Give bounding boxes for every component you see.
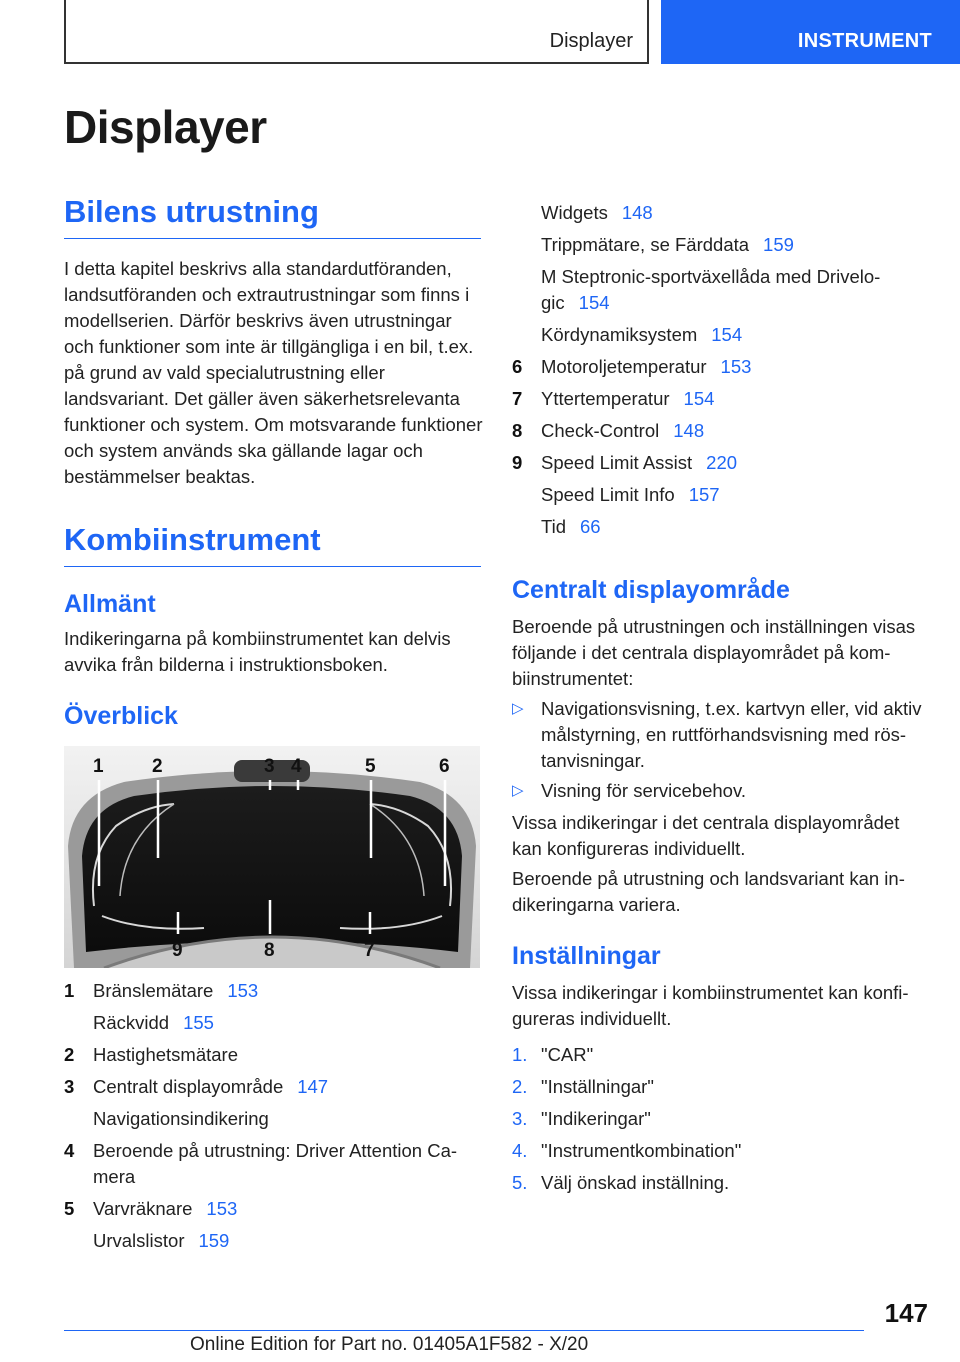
paragraph-allmant: Indikeringarna på kombiinstrumentet kan delvis avvika från bilderna i instruktionsboken. xyxy=(64,628,451,675)
page-ref-link[interactable]: 148 xyxy=(621,202,653,223)
figure-label-7: 7 xyxy=(364,940,375,961)
triangle-bullet-icon: ▷ xyxy=(512,700,524,717)
figure-label-9: 9 xyxy=(172,940,183,961)
paragraph-centralt-intro: Beroende på utrustningen och inställningen visas följande i det centrala displayområdet på kombiinstrumentet: xyxy=(512,616,916,689)
page-ref-link[interactable]: 157 xyxy=(688,484,720,505)
heading-installningar: Inställningar xyxy=(512,942,661,970)
page-ref-link[interactable]: 154 xyxy=(683,388,715,409)
page-ref-link[interactable]: 220 xyxy=(706,452,738,473)
page-ref-link[interactable]: 153 xyxy=(227,980,259,1001)
figure-label-2: 2 xyxy=(152,756,163,777)
heading-bilens-utrustning: Bilens utrustning xyxy=(64,194,481,239)
figure-label-8: 8 xyxy=(264,940,275,961)
cluster-screen xyxy=(82,786,462,952)
page-number: 147 xyxy=(884,1298,928,1328)
instrument-cluster-figure xyxy=(64,746,480,968)
paragraph-centralt-variant: Beroende på utrustning och landsvariant kan indikeringarna variera. xyxy=(512,868,905,915)
paragraph-centralt-config: Vissa indikeringar i det centrala displayområdet kan konfigureras individuellt. xyxy=(512,812,900,859)
page-ref-link[interactable]: 159 xyxy=(763,234,794,255)
page-ref-link[interactable]: 153 xyxy=(720,356,752,377)
figure-label-6: 6 xyxy=(439,756,450,777)
header-chapter-tab xyxy=(661,0,960,64)
figure-label-4: 4 xyxy=(291,756,302,777)
header-section-label: Displayer xyxy=(549,30,633,52)
footer-divider xyxy=(64,1330,864,1331)
page-ref-link[interactable]: 148 xyxy=(673,420,705,441)
figure-label-5: 5 xyxy=(365,756,376,777)
paragraph-bilens-utrustning: I detta kapitel beskrivs alla standardutföranden, landsutföranden och extrautrustningar som finns i modellserien. Därför beskrivs även utrustningar och funktioner som inte är tillgängliga i en bil, t.ex. på grund av vald specialutrustning eller landsvariant. Det gäller även säkerhetsrelevanta funktioner och system. Om motsvarande funktioner och system används ska gällande lagar och bestämmelser beaktas. xyxy=(64,258,483,487)
page-ref-link[interactable]: 154 xyxy=(578,292,610,313)
page-title: Displayer xyxy=(64,101,267,153)
page-ref-link[interactable]: 153 xyxy=(206,1198,238,1219)
footer-edition: Online Edition for Part no. 01405A1F582 - X/20 xyxy=(190,1334,589,1355)
heading-centralt-displayomrade: Centralt displayområde xyxy=(512,576,790,604)
paragraph-installningar-intro: Vissa indikeringar i kombiinstrumentet kan konfigureras individuellt. xyxy=(512,982,909,1029)
page-ref-link[interactable]: 155 xyxy=(183,1012,214,1033)
header-section-tab xyxy=(64,0,649,64)
page-ref-link[interactable]: 159 xyxy=(198,1230,230,1251)
heading-kombiinstrument: Kombiinstrument xyxy=(64,522,481,567)
header-chapter-label: INSTRUMENT xyxy=(797,30,932,52)
page-ref-link[interactable]: 154 xyxy=(711,324,743,345)
triangle-bullet-icon: ▷ xyxy=(512,782,524,799)
figure-label-1: 1 xyxy=(93,756,104,777)
page-ref-link[interactable]: 66 xyxy=(580,516,601,537)
heading-overblick: Överblick xyxy=(64,702,178,730)
figure-label-3: 3 xyxy=(264,756,275,777)
page-ref-link[interactable]: 147 xyxy=(297,1076,329,1097)
heading-allmant: Allmänt xyxy=(64,590,156,618)
